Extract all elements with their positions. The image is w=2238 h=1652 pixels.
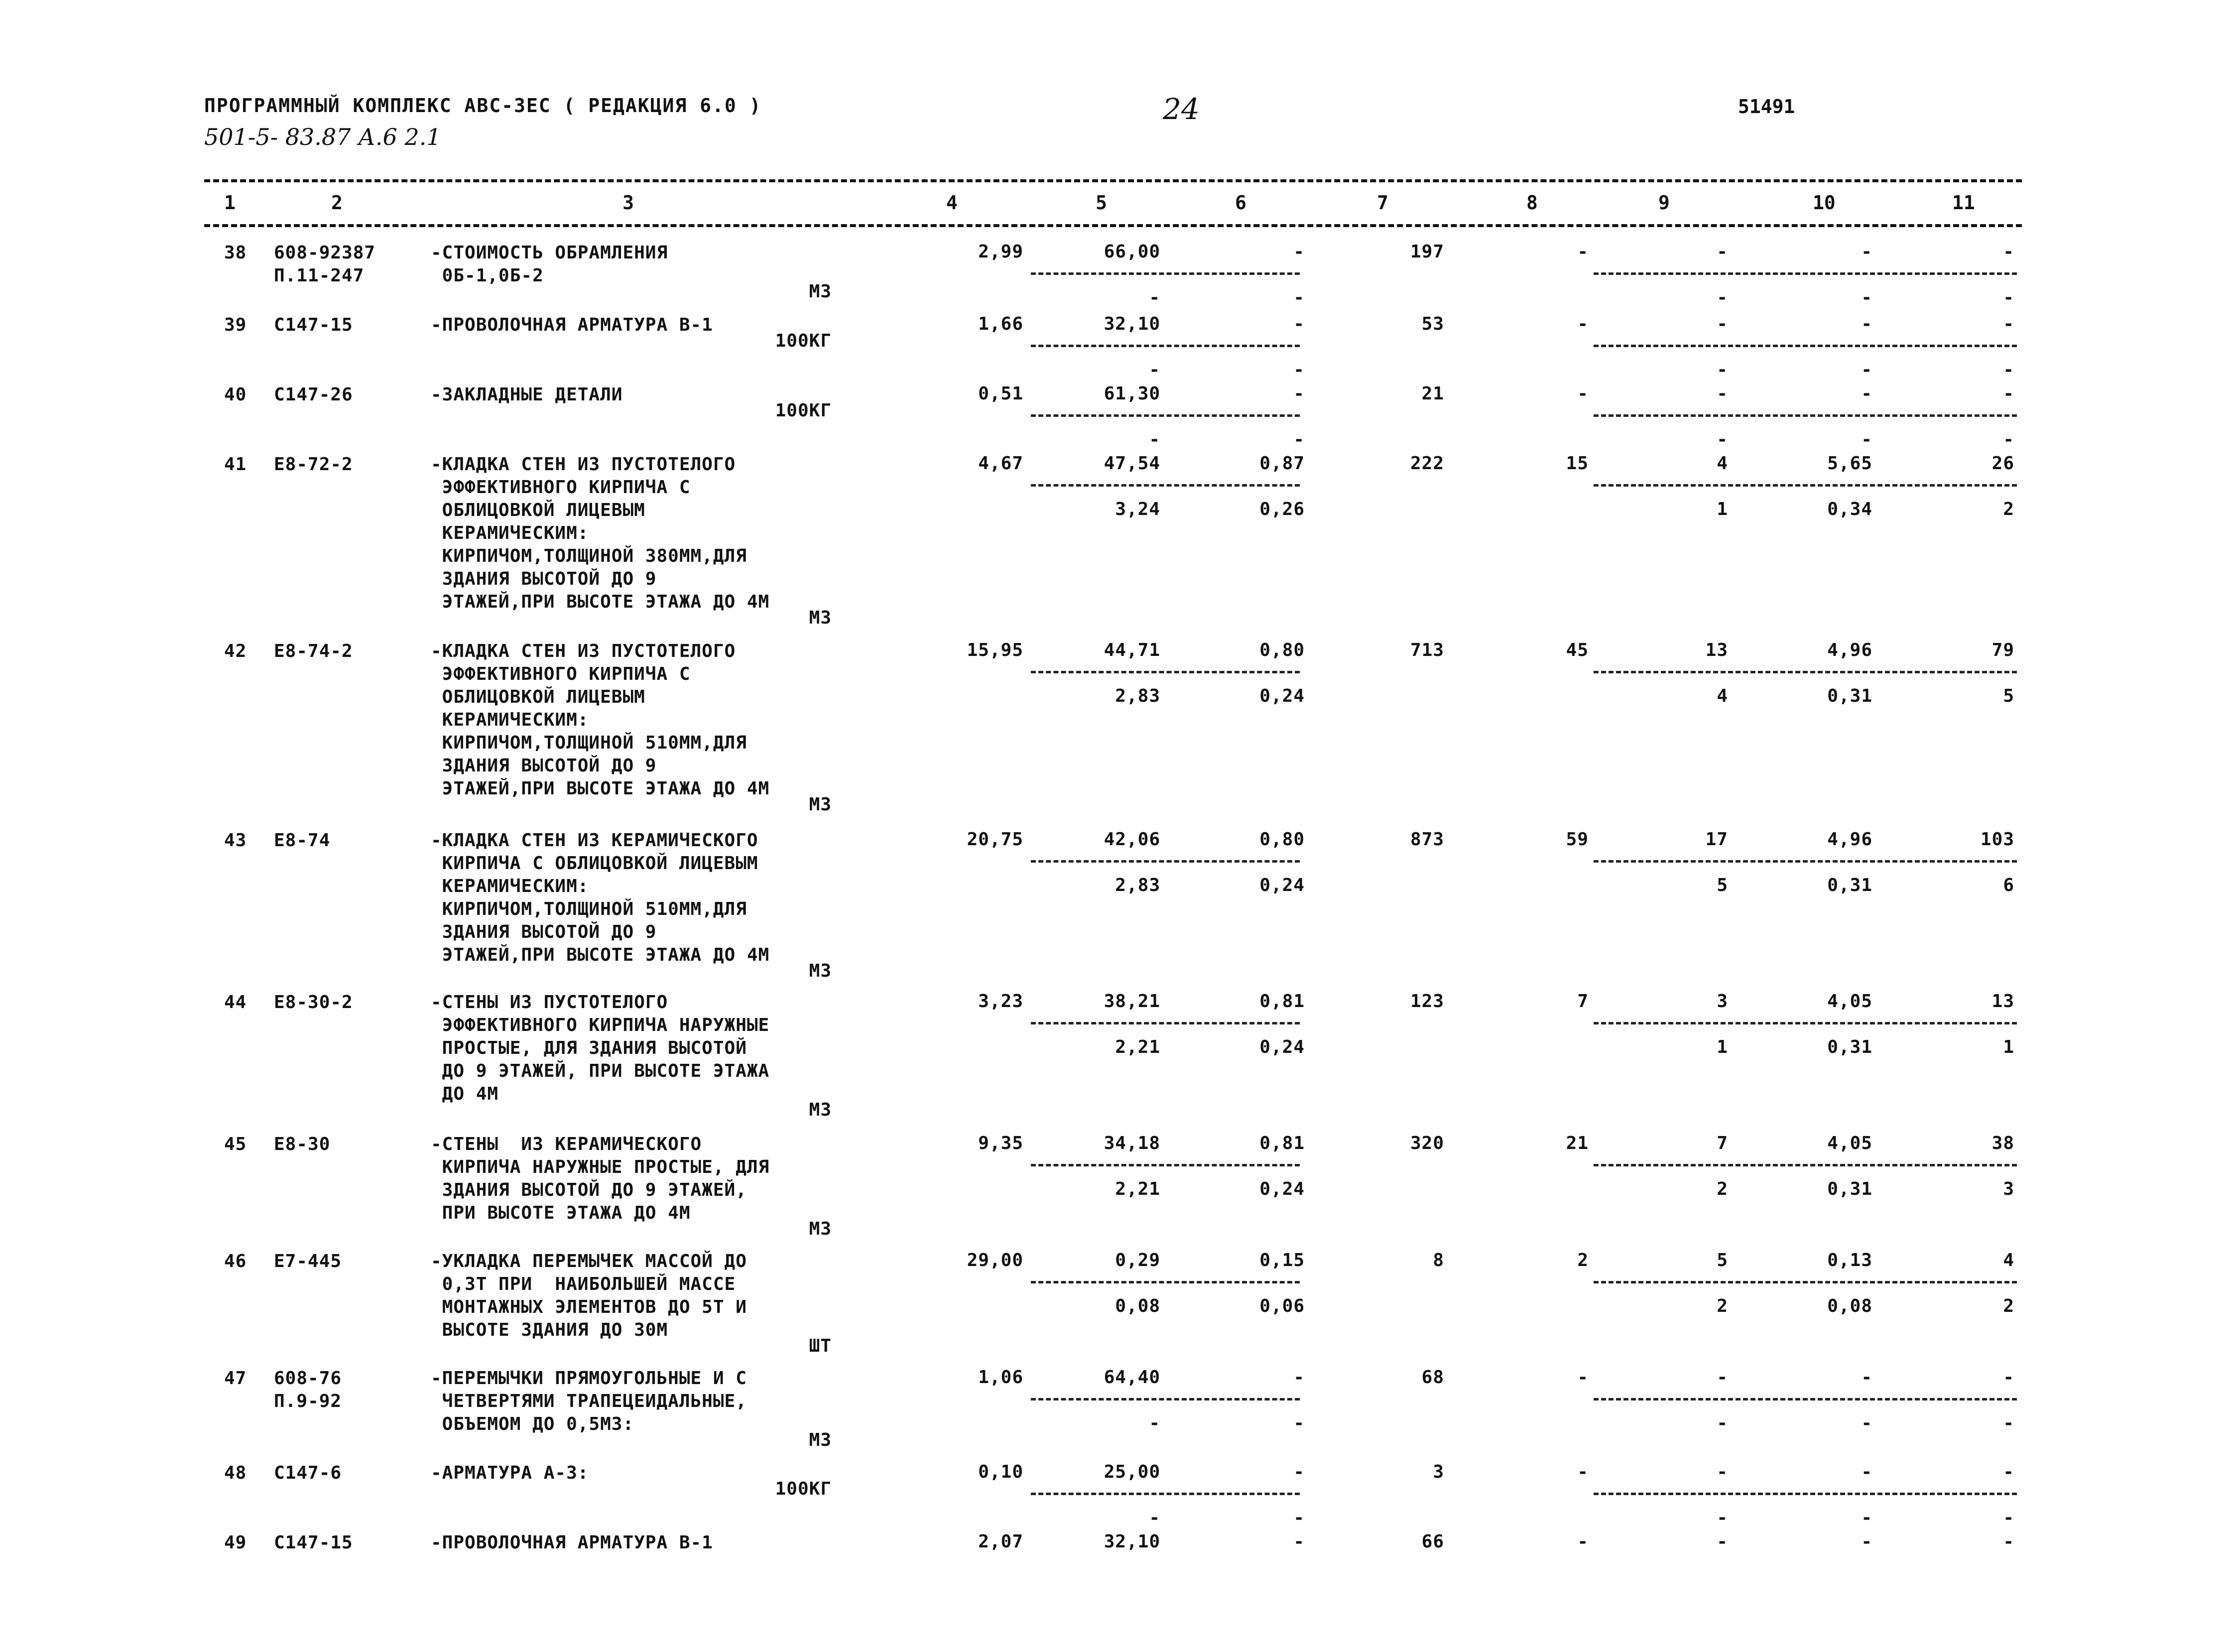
- column-header-9: 9: [1658, 192, 1670, 214]
- row-code: 608-92387 П.11-247: [274, 243, 376, 286]
- row-unit: ШТ: [809, 1336, 832, 1356]
- row-number: 43: [224, 830, 247, 851]
- row-cell-c6: -: [1293, 242, 1305, 262]
- row-subcell-c6: 0,24: [1259, 686, 1305, 706]
- row-cell-c7: 713: [1410, 640, 1444, 660]
- row-cell-c9: -: [1717, 242, 1728, 262]
- row-cell-c6: 0,81: [1259, 1133, 1305, 1153]
- row-subtotal-rule-right: [1594, 345, 2017, 347]
- column-header-4: 4: [946, 192, 958, 214]
- row-subcell-c11: -: [2003, 429, 2014, 450]
- row-subcell-c11: -: [2003, 1508, 2014, 1528]
- row-cell-c9: 7: [1717, 1133, 1728, 1153]
- row-cell-c11: 13: [1991, 991, 2014, 1012]
- row-cell-c8: 15: [1566, 453, 1589, 474]
- row-code: Е7-445: [274, 1251, 342, 1271]
- row-cell-c8: -: [1577, 383, 1589, 404]
- row-cell-c9: 4: [1717, 453, 1728, 474]
- row-subcell-c5: -: [1149, 1508, 1160, 1528]
- row-cell-c5: 25,00: [1104, 1462, 1160, 1482]
- row-subcell-c11: -: [2003, 1413, 2014, 1433]
- row-unit: М3: [809, 608, 832, 628]
- row-cell-c11: -: [2003, 314, 2014, 334]
- row-subtotal-rule-right: [1594, 1022, 2017, 1024]
- row-unit: М3: [809, 1100, 832, 1120]
- row-cell-c10: -: [1861, 1531, 1872, 1552]
- row-cell-c5: 42,06: [1104, 829, 1160, 850]
- row-subcell-c9: 1: [1717, 1037, 1728, 1057]
- row-code: Е8-74-2: [274, 641, 353, 661]
- row-subcell-c9: -: [1717, 429, 1728, 450]
- column-header-3: 3: [622, 192, 634, 214]
- row-subtotal-rule-right: [1594, 671, 2017, 673]
- row-number: 39: [224, 315, 247, 335]
- row-subcell-c11: 2: [2003, 1296, 2014, 1316]
- column-header-10: 10: [1813, 192, 1836, 214]
- row-subcell-c11: 5: [2003, 686, 2014, 706]
- row-cell-c6: 0,87: [1259, 453, 1305, 474]
- row-number: 38: [224, 243, 247, 263]
- row-subcell-c6: 0,24: [1259, 1179, 1305, 1199]
- row-cell-c11: 26: [1991, 453, 2014, 474]
- row-subcell-c6: 0,26: [1259, 499, 1305, 519]
- row-subcell-c9: 5: [1717, 875, 1728, 895]
- row-cell-c8: 2: [1577, 1250, 1589, 1271]
- row-number: 44: [224, 992, 247, 1013]
- row-subcell-c5: -: [1149, 287, 1160, 308]
- row-subcell-c9: 2: [1717, 1179, 1728, 1199]
- row-cell-c8: 21: [1566, 1133, 1589, 1153]
- row-subcell-c10: 0,31: [1827, 1037, 1872, 1057]
- row-unit: М3: [809, 961, 832, 981]
- row-subcell-c5: -: [1149, 360, 1160, 380]
- row-cell-c8: -: [1577, 1531, 1589, 1552]
- row-subtotal-rule-right: [1594, 860, 2017, 863]
- row-cell-c7: 8: [1433, 1250, 1444, 1271]
- row-cell-c10: 4,96: [1827, 829, 1872, 850]
- row-number: 41: [224, 454, 247, 475]
- row-cell-c7: 320: [1410, 1133, 1444, 1153]
- row-cell-c7: 53: [1421, 314, 1444, 334]
- row-subcell-c10: 0,31: [1827, 875, 1872, 895]
- row-cell-c9: -: [1717, 383, 1728, 404]
- row-number: 42: [224, 641, 247, 661]
- page-number: 24: [1163, 92, 1200, 126]
- row-cell-c4: 1,06: [978, 1367, 1023, 1388]
- row-cell-c5: 34,18: [1104, 1133, 1160, 1153]
- row-subcell-c9: -: [1717, 1508, 1728, 1528]
- row-cell-c6: -: [1293, 1531, 1305, 1552]
- row-cell-c11: -: [2003, 1531, 2014, 1552]
- row-subtotal-rule-right: [1594, 1398, 2017, 1400]
- row-cell-c8: 7: [1577, 991, 1589, 1012]
- row-subcell-c10: 0,08: [1827, 1296, 1872, 1316]
- row-cell-c10: 4,05: [1827, 1133, 1872, 1153]
- row-cell-c5: 66,00: [1104, 242, 1160, 262]
- row-subcell-c9: -: [1717, 360, 1728, 380]
- column-header-11: 11: [1952, 192, 1975, 214]
- row-subcell-c11: -: [2003, 287, 2014, 308]
- row-cell-c11: -: [2003, 242, 2014, 262]
- row-subcell-c11: 6: [2003, 875, 2014, 895]
- column-header-2: 2: [331, 192, 343, 214]
- row-cell-c6: -: [1293, 1462, 1305, 1482]
- row-cell-c6: 0,15: [1259, 1250, 1305, 1271]
- row-cell-c11: 4: [2003, 1250, 2014, 1271]
- row-subtotal-rule-left: [1031, 671, 1300, 673]
- row-cell-c4: 0,51: [978, 383, 1023, 404]
- row-subcell-c5: 3,24: [1115, 499, 1160, 519]
- row-unit: 100КГ: [775, 1479, 832, 1499]
- row-number: 45: [224, 1134, 247, 1154]
- row-description: -КЛАДКА СТЕН ИЗ ПУСТОТЕЛОГО ЭФФЕКТИВНОГО КИРПИЧА С ОБЛИЦОВКОЙ ЛИЦЕВЫМ КЕРАМИЧЕСКИМ: КИРПИЧОМ,ТОЛЩИНОЙ 380ММ,ДЛЯ ЗДАНИЯ ВЫСОТОЙ ДО 9 ЭТАЖЕЙ,ПРИ ВЫСОТЕ ЭТАЖА ДО 4М: [431, 454, 770, 612]
- row-subtotal-rule-left: [1031, 1022, 1300, 1024]
- row-cell-c4: 2,07: [978, 1531, 1023, 1552]
- row-cell-c7: 68: [1421, 1367, 1444, 1388]
- row-subcell-c11: 3: [2003, 1179, 2014, 1199]
- row-cell-c4: 20,75: [967, 829, 1023, 850]
- row-unit: М3: [809, 1430, 832, 1450]
- row-cell-c10: -: [1861, 1367, 1872, 1388]
- column-header-6: 6: [1235, 192, 1246, 214]
- row-description: -ПРОВОЛОЧНАЯ АРМАТУРА В-1: [431, 1532, 713, 1553]
- row-cell-c10: 0,13: [1827, 1250, 1872, 1271]
- row-subtotal-rule-left: [1031, 272, 1300, 275]
- row-subcell-c5: -: [1149, 429, 1160, 450]
- row-cell-c8: -: [1577, 1462, 1589, 1482]
- row-description: -СТЕНЫ ИЗ ПУСТОТЕЛОГО ЭФФЕКТИВНОГО КИРПИЧА НАРУЖНЫЕ ПРОСТЫЕ, ДЛЯ ЗДАНИЯ ВЫСОТОЙ ДО 9 ЭТАЖЕЙ, ПРИ ВЫСОТЕ ЭТАЖА ДО 4М: [431, 992, 770, 1104]
- row-number: 48: [224, 1463, 247, 1483]
- row-number: 46: [224, 1251, 247, 1271]
- row-subcell-c5: 2,83: [1115, 875, 1160, 895]
- row-cell-c9: 13: [1705, 640, 1728, 660]
- row-cell-c9: -: [1717, 314, 1728, 334]
- row-description: -КЛАДКА СТЕН ИЗ ПУСТОТЕЛОГО ЭФФЕКТИВНОГО КИРПИЧА С ОБЛИЦОВКОЙ ЛИЦЕВЫМ КЕРАМИЧЕСКИМ: КИРПИЧОМ,ТОЛЩИНОЙ 510ММ,ДЛЯ ЗДАНИЯ ВЫСОТОЙ ДО 9 ЭТАЖЕЙ,ПРИ ВЫСОТЕ ЭТАЖА ДО 4М: [431, 641, 770, 799]
- row-subtotal-rule-left: [1031, 860, 1300, 863]
- row-subcell-c9: -: [1717, 1413, 1728, 1433]
- row-cell-c7: 21: [1421, 383, 1444, 404]
- row-description: -СТЕНЫ ИЗ КЕРАМИЧЕСКОГО КИРПИЧА НАРУЖНЫЕ ПРОСТЫЕ, ДЛЯ ЗДАНИЯ ВЫСОТОЙ ДО 9 ЭТАЖЕЙ, ПРИ ВЫСОТЕ ЭТАЖА ДО 4М: [431, 1134, 770, 1223]
- row-cell-c9: -: [1717, 1367, 1728, 1388]
- row-subcell-c6: -: [1293, 360, 1305, 380]
- row-cell-c7: 222: [1410, 453, 1444, 474]
- row-subcell-c9: 4: [1717, 686, 1728, 706]
- row-subcell-c10: 0,31: [1827, 1179, 1872, 1199]
- column-header-8: 8: [1526, 192, 1538, 214]
- row-subcell-c6: -: [1293, 287, 1305, 308]
- row-subcell-c5: 0,08: [1115, 1296, 1160, 1316]
- row-description: -ЗАКЛАДНЫЕ ДЕТАЛИ: [431, 384, 623, 405]
- row-cell-c4: 0,10: [978, 1462, 1023, 1482]
- row-subcell-c5: -: [1149, 1413, 1160, 1433]
- row-cell-c9: -: [1717, 1462, 1728, 1482]
- row-subtotal-rule-left: [1031, 1281, 1300, 1283]
- row-cell-c10: 5,65: [1827, 453, 1872, 474]
- row-cell-c8: -: [1577, 242, 1589, 262]
- row-cell-c4: 4,67: [978, 453, 1023, 474]
- row-subtotal-rule-left: [1031, 1164, 1300, 1166]
- row-cell-c5: 47,54: [1104, 453, 1160, 474]
- row-cell-c11: 38: [1991, 1133, 2014, 1153]
- row-cell-c7: 873: [1410, 829, 1444, 850]
- row-code: С147-6: [274, 1463, 342, 1483]
- row-subtotal-rule-left: [1031, 1493, 1300, 1495]
- table-header-rule: [204, 224, 2022, 227]
- table-top-rule: [204, 179, 2022, 182]
- row-cell-c5: 44,71: [1104, 640, 1160, 660]
- row-cell-c11: -: [2003, 1462, 2014, 1482]
- row-subcell-c10: -: [1861, 1508, 1872, 1528]
- row-subcell-c6: 0,24: [1259, 875, 1305, 895]
- row-cell-c9: 3: [1717, 991, 1728, 1012]
- row-cell-c6: 0,80: [1259, 640, 1305, 660]
- row-subcell-c11: -: [2003, 360, 2014, 380]
- row-code: С147-15: [274, 315, 353, 335]
- column-header-7: 7: [1377, 192, 1388, 214]
- row-subcell-c10: 0,34: [1827, 499, 1872, 519]
- row-cell-c4: 29,00: [967, 1250, 1023, 1271]
- row-description: -АРМАТУРА А-3:: [431, 1463, 589, 1483]
- row-description: -СТОИМОСТЬ ОБРАМЛЕНИЯ 0Б-1,0Б-2: [431, 243, 668, 286]
- row-cell-c6: 0,80: [1259, 829, 1305, 850]
- row-cell-c10: -: [1861, 1462, 1872, 1482]
- row-cell-c6: -: [1293, 1367, 1305, 1388]
- row-cell-c5: 32,10: [1104, 314, 1160, 334]
- row-subcell-c9: 1: [1717, 499, 1728, 519]
- row-subcell-c11: 2: [2003, 499, 2014, 519]
- row-number: 40: [224, 384, 247, 405]
- row-cell-c10: 4,05: [1827, 991, 1872, 1012]
- row-code: Е8-72-2: [274, 454, 353, 475]
- row-unit: М3: [809, 281, 832, 302]
- row-cell-c11: 79: [1991, 640, 2014, 660]
- row-cell-c5: 64,40: [1104, 1367, 1160, 1388]
- row-subcell-c5: 2,21: [1115, 1037, 1160, 1057]
- row-subtotal-rule-left: [1031, 414, 1300, 417]
- row-subcell-c6: 0,24: [1259, 1037, 1305, 1057]
- program-title: ПРОГРАММНЫЙ КОМПЛЕКС АВС-ЗЕС ( РЕДАКЦИЯ 6.0 ): [204, 95, 762, 117]
- row-code: 608-76 П.9-92: [274, 1368, 342, 1411]
- row-cell-c5: 0,29: [1115, 1250, 1160, 1271]
- row-subcell-c10: -: [1861, 1413, 1872, 1433]
- row-cell-c5: 38,21: [1104, 991, 1160, 1012]
- row-cell-c9: 5: [1717, 1250, 1728, 1271]
- row-subcell-c10: 0,31: [1827, 686, 1872, 706]
- row-cell-c5: 32,10: [1104, 1531, 1160, 1552]
- row-description: -УКЛАДКА ПЕРЕМЫЧЕК МАССОЙ ДО 0,3Т ПРИ НАИБОЛЬШЕЙ МАССЕ МОНТАЖНЫХ ЭЛЕМЕНТОВ ДО 5Т И ВЫСОТЕ ЗДАНИЯ ДО 30М: [431, 1251, 747, 1340]
- row-cell-c8: 45: [1566, 640, 1589, 660]
- row-cell-c7: 197: [1410, 242, 1444, 262]
- row-unit: М3: [809, 794, 832, 815]
- row-cell-c4: 2,99: [978, 242, 1023, 262]
- row-cell-c6: -: [1293, 383, 1305, 404]
- document-code: 501-5- 83.87 А.6 2.1: [204, 124, 441, 150]
- row-subcell-c9: -: [1717, 287, 1728, 308]
- row-subcell-c9: 2: [1717, 1296, 1728, 1316]
- row-subtotal-rule-left: [1031, 1398, 1300, 1400]
- column-header-1: 1: [224, 192, 236, 214]
- row-subcell-c5: 2,83: [1115, 686, 1160, 706]
- row-cell-c7: 3: [1433, 1462, 1444, 1482]
- row-cell-c11: -: [2003, 383, 2014, 404]
- row-cell-c9: 17: [1705, 829, 1728, 850]
- row-cell-c10: -: [1861, 242, 1872, 262]
- row-subcell-c6: 0,06: [1259, 1296, 1305, 1316]
- row-cell-c6: -: [1293, 314, 1305, 334]
- row-number: 47: [224, 1368, 247, 1389]
- row-unit: М3: [809, 1219, 832, 1239]
- column-header-5: 5: [1096, 192, 1107, 214]
- row-cell-c4: 15,95: [967, 640, 1023, 660]
- row-cell-c6: 0,81: [1259, 991, 1305, 1012]
- row-unit: 100КГ: [775, 400, 832, 421]
- row-description: -ПЕРЕМЫЧКИ ПРЯМОУГОЛЬНЫЕ И С ЧЕТВЕРТЯМИ ТРАПЕЦЕИДАЛЬНЫЕ, ОБЪЕМОМ ДО 0,5М3:: [431, 1368, 747, 1434]
- row-number: 49: [224, 1532, 247, 1553]
- row-description: -ПРОВОЛОЧНАЯ АРМАТУРА В-1: [431, 315, 713, 335]
- row-cell-c5: 61,30: [1104, 383, 1160, 404]
- row-cell-c4: 1,66: [978, 314, 1023, 334]
- row-subtotal-rule-right: [1594, 1493, 2017, 1495]
- row-cell-c10: -: [1861, 314, 1872, 334]
- row-subtotal-rule-right: [1594, 1281, 2017, 1283]
- row-subtotal-rule-right: [1594, 484, 2017, 487]
- row-description: -КЛАДКА СТЕН ИЗ КЕРАМИЧЕСКОГО КИРПИЧА С ОБЛИЦОВКОЙ ЛИЦЕВЫМ КЕРАМИЧЕСКИМ: КИРПИЧОМ,ТОЛЩИНОЙ 510ММ,ДЛЯ ЗДАНИЯ ВЫСОТОЙ ДО 9 ЭТАЖЕЙ,ПРИ ВЫСОТЕ ЭТАЖА ДО 4М: [431, 830, 770, 965]
- row-code: Е8-74: [274, 830, 331, 851]
- row-cell-c10: -: [1861, 383, 1872, 404]
- row-subcell-c10: -: [1861, 287, 1872, 308]
- row-subtotal-rule-left: [1031, 345, 1300, 347]
- row-code: Е8-30-2: [274, 992, 353, 1013]
- row-unit: 100КГ: [775, 331, 832, 351]
- row-cell-c8: -: [1577, 1367, 1589, 1388]
- row-subcell-c10: -: [1861, 429, 1872, 450]
- row-subtotal-rule-right: [1594, 272, 2017, 275]
- document-number: 51491: [1738, 96, 1795, 118]
- row-cell-c8: 59: [1566, 829, 1589, 850]
- row-subtotal-rule-right: [1594, 1164, 2017, 1166]
- row-code: С147-15: [274, 1532, 353, 1553]
- row-subcell-c10: -: [1861, 360, 1872, 380]
- row-cell-c4: 9,35: [978, 1133, 1023, 1153]
- row-cell-c10: 4,96: [1827, 640, 1872, 660]
- row-subtotal-rule-left: [1031, 484, 1300, 487]
- row-cell-c8: -: [1577, 314, 1589, 334]
- row-cell-c7: 66: [1421, 1531, 1444, 1552]
- row-cell-c11: -: [2003, 1367, 2014, 1388]
- row-cell-c9: -: [1717, 1531, 1728, 1552]
- row-subcell-c5: 2,21: [1115, 1179, 1160, 1199]
- row-subcell-c6: -: [1293, 429, 1305, 450]
- row-subcell-c11: 1: [2003, 1037, 2014, 1057]
- row-subcell-c6: -: [1293, 1508, 1305, 1528]
- row-code: Е8-30: [274, 1134, 331, 1154]
- row-code: С147-26: [274, 384, 353, 405]
- row-subcell-c6: -: [1293, 1413, 1305, 1433]
- row-subtotal-rule-right: [1594, 414, 2017, 417]
- row-cell-c4: 3,23: [978, 991, 1023, 1012]
- row-cell-c7: 123: [1410, 991, 1444, 1012]
- row-cell-c11: 103: [1980, 829, 2014, 850]
